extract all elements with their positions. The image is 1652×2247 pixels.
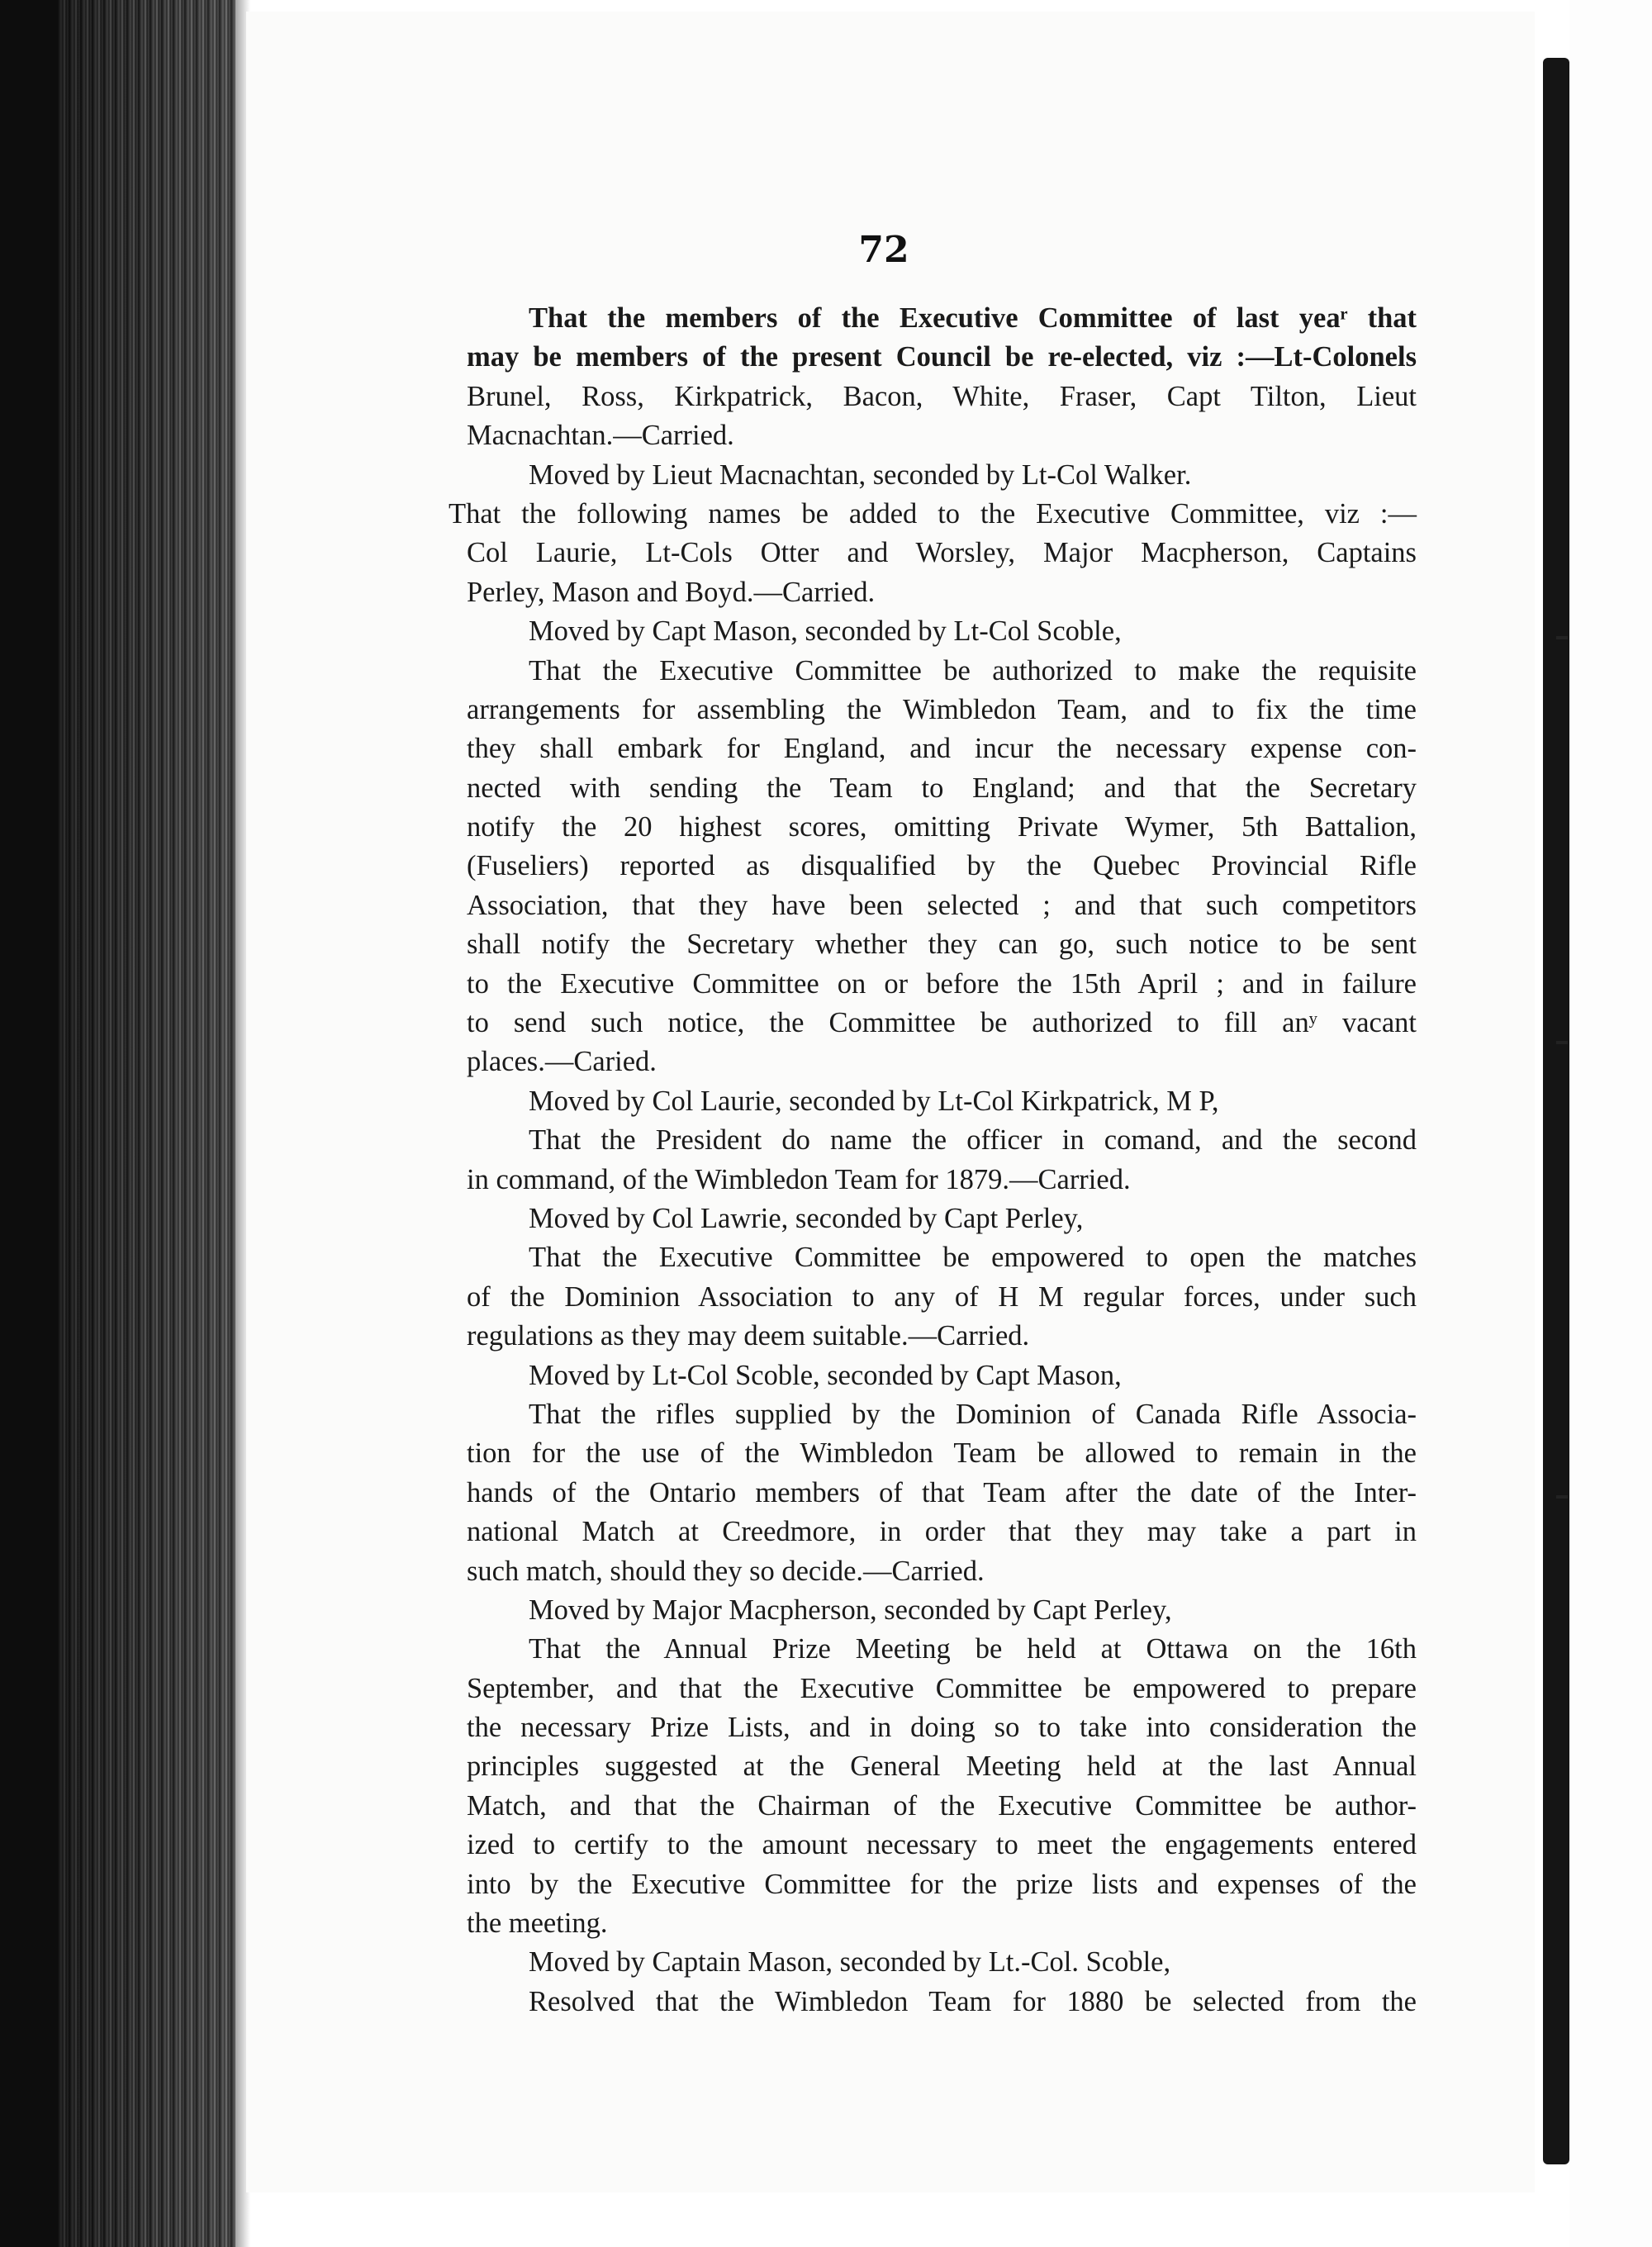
- text-line: shall notify the Secretary whether they can go, such notice to be sent: [467, 929, 1417, 961]
- binding-strip: [1543, 58, 1569, 2164]
- text-line: Association, that they have been selected ; and that such competitors: [467, 889, 1417, 921]
- text-line: principles suggested at the General Meeting held at the last Annual: [467, 1751, 1417, 1783]
- text-line: tion for the use of the Wimbledon Team be allowed to remain in the: [467, 1437, 1417, 1470]
- text-line: ized to certify to the amount necessary to meet the engagements entered: [467, 1829, 1417, 1861]
- text-line: Moved by Lt-Col Scoble, seconded by Capt Mason,: [529, 1359, 1122, 1391]
- text-line: they shall embark for England, and incur the necessary expense con-: [467, 733, 1417, 765]
- body-text: [449, 299, 1417, 2021]
- text-line: places.—Caried.: [467, 1046, 657, 1078]
- text-line: (Fuseliers) reported as disqualified by the Quebec Provincial Rifle: [467, 850, 1417, 882]
- text-line: to the Executive Committee on or before the 15th April ; and in failure: [467, 967, 1417, 1000]
- text-line: Moved by Col Laurie, seconded by Lt-Col Kirkpatrick, M P,: [529, 1085, 1219, 1117]
- text-line: notify the 20 highest scores, omitting Private Wymer, 5th Battalion,: [467, 811, 1417, 843]
- text-line: the meeting.: [467, 1907, 608, 1940]
- text-line: Col Laurie, Lt-Cols Otter and Worsley, Major Macpherson, Captains: [467, 537, 1417, 569]
- text-line: That the following names be added to the Executive Committee, viz :—: [449, 497, 1417, 530]
- text-line: That the Executive Committee be authorized to make the requisite: [529, 654, 1417, 686]
- text-line: arrangements for assembling the Wimbledon Team, and to fix the time: [467, 693, 1417, 725]
- text-line: into by the Executive Committee for the prize lists and expenses of the: [467, 1868, 1417, 1900]
- text-line: Brunel, Ross, Kirkpatrick, Bacon, White, Fraser, Capt Tilton, Lieut: [467, 380, 1417, 412]
- text-line: Resolved that the Wimbledon Team for 1880 be selected from the: [529, 1985, 1417, 2017]
- binding-mark: [1556, 1495, 1568, 1499]
- text-line: hands of the Ontario members of that Team after the date of the Inter-: [467, 1476, 1417, 1508]
- text-line: That the Executive Committee be empowered to open the matches: [529, 1242, 1417, 1274]
- text-line: That the President do name the officer in comand, and the second: [529, 1124, 1417, 1157]
- text-line: That the members of the Executive Committee of last yeaʳ that: [529, 302, 1417, 334]
- text-line: of the Dominion Association to any of H M regular forces, under such: [467, 1280, 1417, 1313]
- text-line: Moved by Lieut Macnachtan, seconded by Lt-Col Walker.: [529, 458, 1192, 491]
- text-line: national Match at Creedmore, in order that they may take a part in: [467, 1516, 1417, 1548]
- page-number: 72: [858, 229, 909, 271]
- text-line: in command, of the Wimbledon Team for 1879.—Carried.: [467, 1163, 1131, 1195]
- text-line: That the rifles supplied by the Dominion of Canada Rifle Associa-: [529, 1398, 1417, 1430]
- text-line: Macnachtan.—Carried.: [467, 420, 734, 452]
- text-line: Moved by Col Lawrie, seconded by Capt Perley,: [529, 1202, 1084, 1234]
- right-margin: [1569, 0, 1652, 2247]
- text-line: That the Annual Prize Meeting be held at Ottawa on the 16th: [529, 1633, 1417, 1665]
- text-line: regulations as they may deem suitable.—Carried.: [467, 1320, 1030, 1352]
- text-line: may be members of the present Council be re-elected, viz :—Lt-Colonels: [467, 341, 1417, 373]
- text-line: Moved by Major Macpherson, seconded by Capt Perley,: [529, 1594, 1172, 1626]
- text-line: Moved by Captain Mason, seconded by Lt.-Col. Scoble,: [529, 1946, 1171, 1979]
- binding-mark: [1556, 1041, 1568, 1044]
- text-line: September, and that the Executive Committee be empowered to prepare: [467, 1672, 1417, 1704]
- text-line: the necessary Prize Lists, and in doing so to take into consideration the: [467, 1712, 1417, 1744]
- text-line: Perley, Mason and Boyd.—Carried.: [467, 576, 876, 608]
- text-line: to send such notice, the Committee be authorized to fill anʸ vacant: [467, 1007, 1417, 1039]
- text-line: Moved by Capt Mason, seconded by Lt-Col Scoble,: [529, 615, 1122, 648]
- book-page-edges: [58, 0, 235, 2247]
- text-line: such match, should they so decide.—Carried.: [467, 1555, 985, 1587]
- text-line: Match, and that the Chairman of the Executive Committee be author-: [467, 1789, 1417, 1822]
- binding-mark: [1556, 636, 1568, 639]
- scanner-border: [0, 0, 58, 2247]
- text-line: nected with sending the Team to England; and that the Secretary: [467, 772, 1417, 804]
